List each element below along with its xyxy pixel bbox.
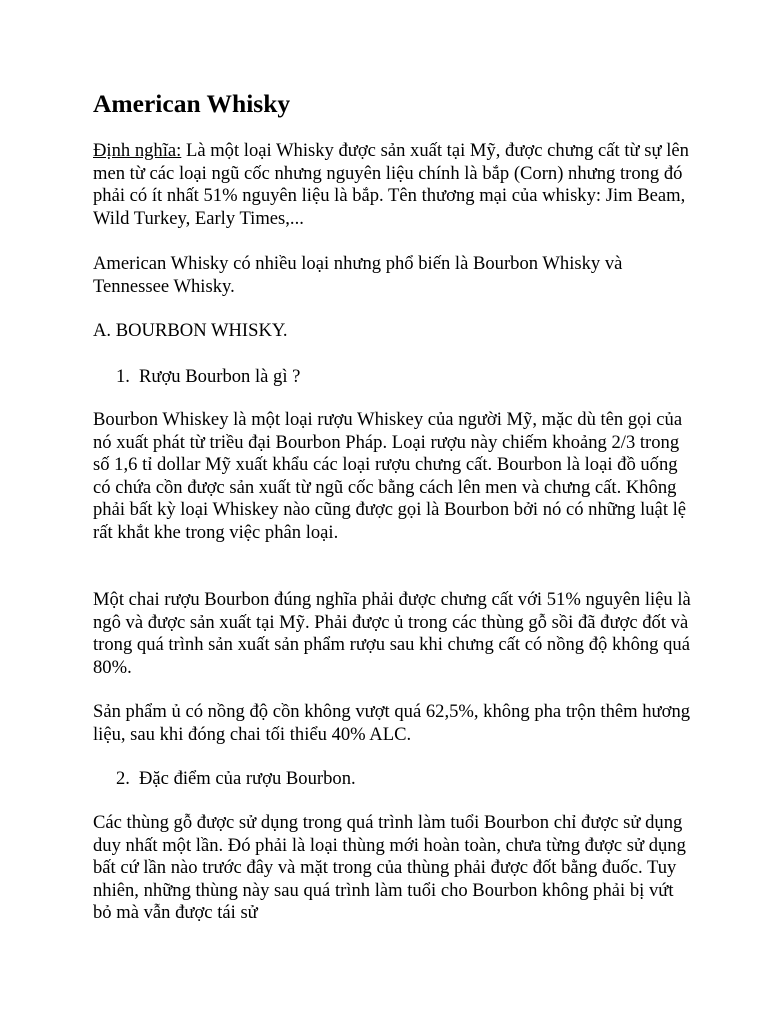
definition-label: Định nghĩa: — [93, 140, 182, 161]
definition-paragraph — [93, 140, 693, 230]
list-item-2 — [116, 768, 356, 791]
list-number: 1. — [116, 366, 130, 387]
list-item-text: Đặc điểm của rượu Bourbon. — [139, 768, 356, 789]
section-heading-bourbon: A. BOURBON WHISKY. — [93, 320, 288, 341]
aging-paragraph: Sản phẩm ủ có nồng độ cồn không vượt quá 62,5%, không pha trộn thêm hương liệu, sau khi đóng chai tối thiểu 40% ALC. — [93, 701, 691, 745]
definition-text: Là một loại Whisky được sản xuất tại Mỹ, được chưng cất từ sự lên men từ các loại ngũ cốc nhưng nguyên liệu chính là bắp (Corn) nhưng trong đó phải có ít nhất 51% nguyên liệu là bắp. Tên thương mại của whisky: Jim Beam, Wild Turkey, Early Times,... — [93, 140, 689, 229]
list-item-1 — [116, 366, 300, 389]
intro-paragraph: American Whisky có nhiều loại nhưng phổ biến là Bourbon Whisky và Tennessee Whisky. — [93, 253, 623, 297]
list-number: 2. — [116, 768, 130, 789]
barrel-paragraph: Các thùng gỗ được sử dụng trong quá trình làm tuổi Bourbon chỉ được sử dụng duy nhất một lần. Đó phải là loại thùng mới hoàn toàn, chưa từng được sử dụng bất cứ lần nào trước đây và mặt trong của thùng phải được đốt bằng đuốc. Tuy nhiên, những thùng này sau quá trình làm tuổi cho Bourbon không phải bị vứt bỏ mà vẫn được tái sử — [93, 812, 686, 924]
list-item-text: Rượu Bourbon là gì ? — [139, 366, 301, 387]
page-title: American Whisky — [93, 89, 291, 118]
bourbon-requirements-paragraph: Một chai rượu Bourbon đúng nghĩa phải được chưng cất với 51% nguyên liệu là ngô và được sản xuất tại Mỹ. Phải được ủ trong các thùng gỗ sồi đã được đốt và trong quá trình sản xuất sản phẩm rượu sau khi chưng cất có nồng độ không quá 80%. — [93, 589, 691, 678]
bourbon-definition-paragraph: Bourbon Whiskey là một loại rượu Whiskey của người Mỹ, mặc dù tên gọi của nó xuất phát từ triều đại Bourbon Pháp. Loại rượu này chiếm khoảng 2/3 trong số 1,6 tỉ dollar Mỹ xuất khẩu các loại rượu chưng cất. Bourbon là loại đồ uống có chứa cồn được sản xuất từ ngũ cốc bằng cách lên men và chưng cất. Không phải bất kỳ loại Whiskey nào cũng được gọi là Bourbon bởi nó có những luật lệ rất khắt khe trong việc phân loại. — [93, 409, 687, 543]
